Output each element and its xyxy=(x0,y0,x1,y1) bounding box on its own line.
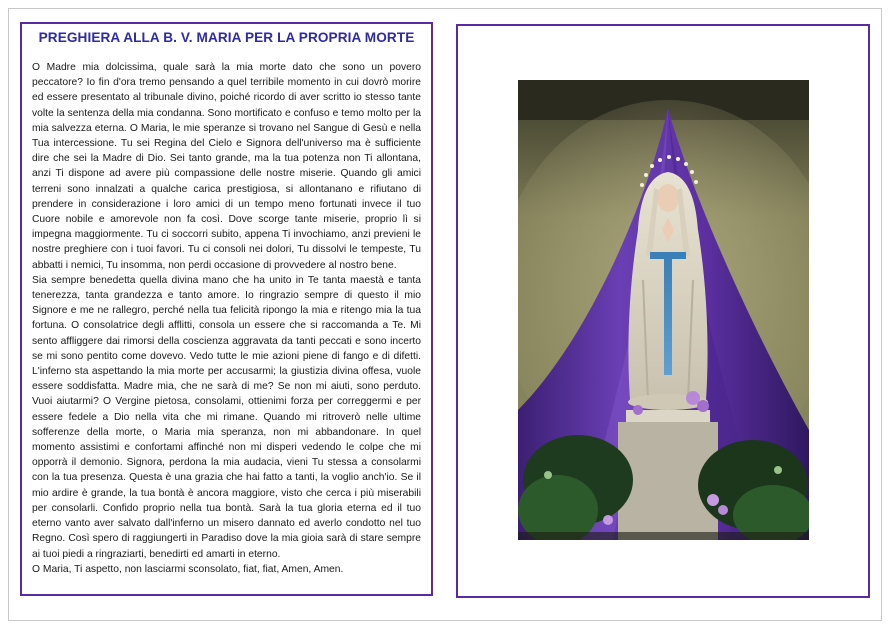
prayer-paragraph-3: O Maria, Ti aspetto, non lasciarmi sconsolato, fiat, fiat, Amen, Amen. xyxy=(32,563,344,575)
prayer-title: PREGHIERA ALLA B. V. MARIA PER LA PROPRIA MORTE xyxy=(38,30,415,45)
image-panel xyxy=(456,24,870,598)
virgin-mary-statue-photo xyxy=(518,80,809,540)
prayer-paragraph-1: O Madre mia dolcissima, quale sarà la mia morte dato che sono un povero peccatore? Io fin d'ora tremo pensando a quel terribile momento in cui dovrò morire ed essere presentato al tribunale divino, poiché ricordo di aver scritto io stesso tante volte la sentenza della mia condanna. Sono mortificato e confuso e temo molto per la mia salvezza eterna. O Maria, le mie speranze si trovano nel Sangue di Gesù e nella Tua intercessione. Tu sei Regina del Cielo e Signora dell'universo ma è sufficiente dire che sei la Madre di Dio. Sei tanto grande, ma la tua potenza non Ti allontana, anzi Ti dispone ad avere più compassione delle nostre miserie. Quando gli amici terreni sono innalzati a qualche carica prestigiosa, si allontanano e rifiutano di prendere in considerazione i loro amici di un tempo meno fortunati invece il tuo Cuore nobile e amorevole non fa così. Dove scorge tante miserie, proprio lì si impegna maggiormente. Tu ci soccorri subito, appena Ti invochiamo, anzi previeni le nostre preghiere con i tuoi favori. Tu ci consoli nei dolori, Tu dissolvi le tempeste, Tu abbatti i nemici, Tu insomma, non perdi occasione di provvedere al nostro bene. xyxy=(32,62,421,271)
prayer-text-panel xyxy=(20,22,433,596)
prayer-paragraph-2: Sia sempre benedetta quella divina mano che ha unito in Te tanta maestà e tanta tenerezza, tanta grandezza e tanto amore. Io ringrazio sempre di questo il mio Signore e me ne rallegro, perché nella tua felicità ripongo la mia e ritengo mia la tua fortuna. O consolatrice degli afflitti, consola un essere che si raccomanda a Te. Mi sento affliggere dai rimorsi della coscienza aggravata da tanti peccati e sono incerto se mi sono pentito come dovevo. Vedo tutte le mie azioni piene di fango e di difetti. L'inferno sta aspettando la mia morte per accusarmi; la giustizia divina offesa, vuole essere soddisfatta. Madre mia, che ne sarà di me? Se non mi aiuti, sono perduto. Vuoi aiutarmi? O Vergine pietosa, consolami, ottienimi forza per correggermi e per essere fedele a Dio nella vita che mi rimane. Quando mi ritroverò nelle ultime sofferenze della morte, o Maria mia speranza, non mi abbandonare. In quel momento assistimi e confortami affinché non mi disperi vedendo le colpe che mi opporrà il demonio. Signora, perdona la mia audacia, vieni Tu stessa a consolarmi con la tua presenza. Questa è una grazia che hai fatto a tanti, la voglio anch'io. Se il mio ardire è grande, la tua bontà è ancora maggiore, visto che cerca i più miserabili per consolarli. Confido proprio nella tua bontà. Sarà la tua gloria eterna ed il tuo eterno vanto aver salvato dall'inferno un misero dannato ed averlo condotto nel tuo Regno. Così spero di raggiungerti in Paradiso dove la mia gioia sarà di stare sempre ai tuoi piedi a ringraziarti, benedirti ed amarti in eterno. xyxy=(32,274,421,560)
